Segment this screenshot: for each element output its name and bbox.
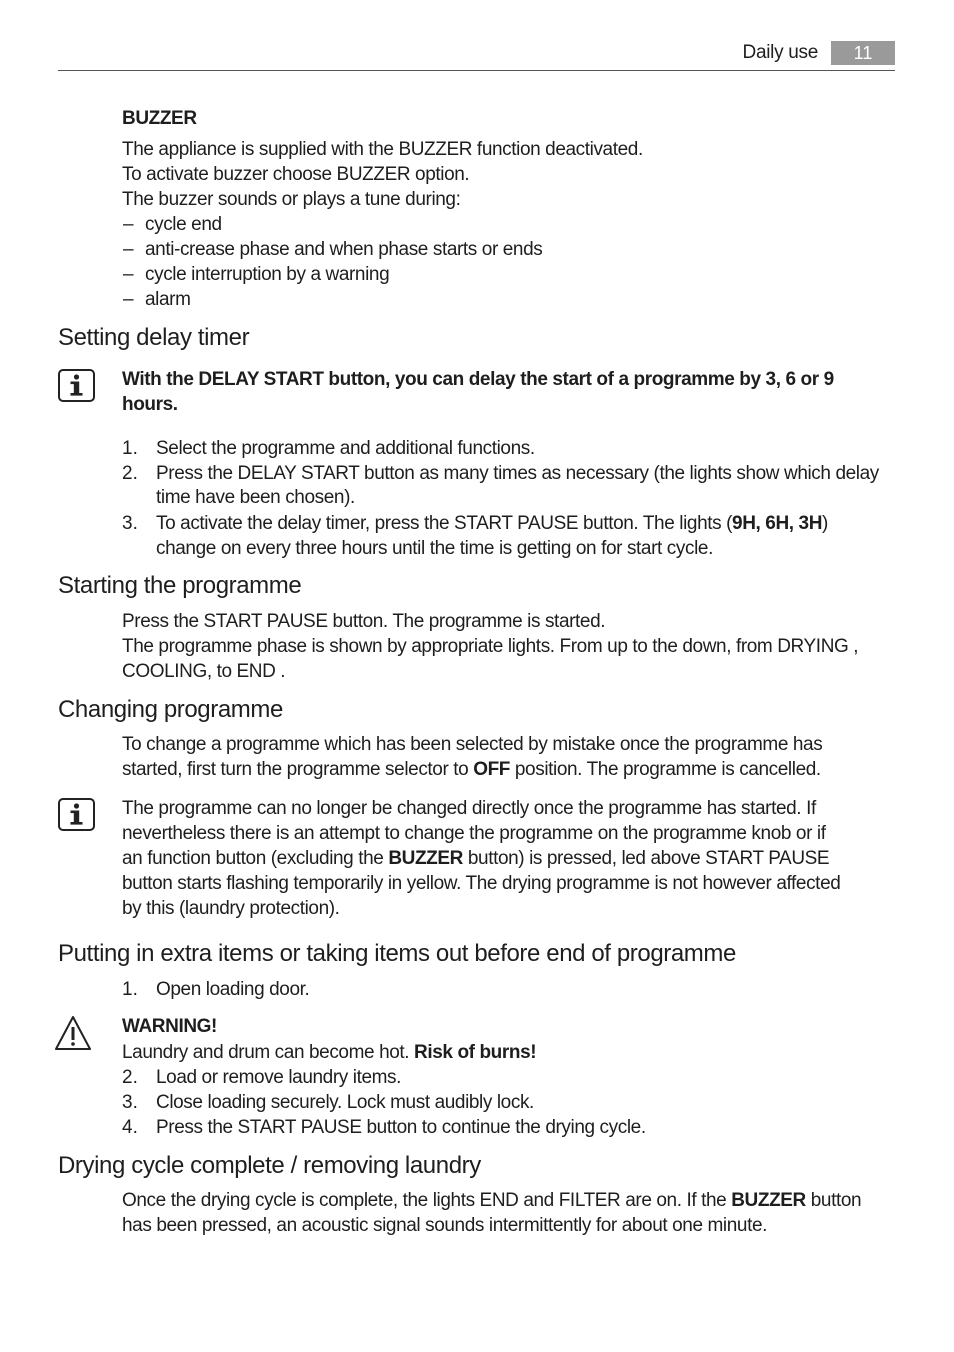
extra-step: Press the START PAUSE button to continue the drying cycle.	[156, 1117, 646, 1138]
buzzer-line: The buzzer sounds or plays a tune during:	[122, 189, 461, 210]
buzzer-list-item: anti-crease phase and when phase starts or ends	[145, 239, 543, 260]
delay-info-line: hours.	[122, 394, 178, 415]
off-label: OFF	[473, 759, 510, 780]
buzzer-list-item: alarm	[145, 289, 191, 310]
delay-step	[156, 511, 828, 536]
complete-text: button	[805, 1190, 862, 1211]
starting-line: The programme phase is shown by appropriate lights. From up to the down, from DRYING ,	[122, 636, 859, 657]
step-number: 4.	[122, 1117, 138, 1138]
buzzer-title: BUZZER	[122, 108, 197, 129]
changing-text: position. The programme is cancelled.	[510, 759, 821, 780]
buzzer-label: BUZZER	[731, 1190, 806, 1211]
buzzer-label: BUZZER	[388, 848, 463, 869]
delay-step-cont: change on every three hours until the time is getting on for start cycle.	[156, 538, 713, 559]
warning-triangle-icon	[53, 1014, 93, 1052]
buzzer-line: To activate buzzer choose BUZZER option.	[122, 164, 470, 185]
changing-line	[122, 757, 821, 782]
page-number: 11	[831, 41, 895, 65]
changing-note-line	[122, 846, 829, 871]
starting-line: Press the START PAUSE button. The programme is started.	[122, 611, 606, 632]
step-text: To activate the delay timer, press the START PAUSE button. The lights (	[156, 513, 733, 534]
complete-line: has been pressed, an acoustic signal sounds intermittently for about one minute.	[122, 1215, 768, 1236]
warning-title: WARNING!	[122, 1016, 217, 1037]
step-number: 1.	[122, 438, 138, 459]
step-number: 1.	[122, 979, 138, 1000]
list-dash: –	[123, 239, 134, 260]
step-number: 3.	[122, 513, 138, 534]
changing-note-line: nevertheless there is an attempt to change the programme on the programme knob or if	[122, 823, 826, 844]
buzzer-list-item: cycle end	[145, 214, 222, 235]
delay-info-line: With the DELAY START button, you can delay the start of a programme by 3, 6 or 9	[122, 369, 834, 390]
list-dash: –	[123, 214, 134, 235]
changing-text: started, first turn the programme selector to	[122, 759, 474, 780]
header-rule	[58, 70, 895, 71]
section-heading-complete: Drying cycle complete / removing laundry	[58, 1152, 481, 1179]
list-dash: –	[123, 289, 134, 310]
changing-note-line: The programme can no longer be changed directly once the programme has started. If	[122, 798, 816, 819]
starting-line: COOLING, to END .	[122, 661, 286, 682]
extra-step: Load or remove laundry items.	[156, 1067, 402, 1088]
extra-step: Close loading securely. Lock must audibly lock.	[156, 1092, 534, 1113]
delay-step-cont: time have been chosen).	[156, 487, 355, 508]
step-text: )	[822, 513, 828, 534]
warning-text	[122, 1040, 536, 1065]
extra-step: Open loading door.	[156, 979, 310, 1000]
complete-text: Once the drying cycle is complete, the lights END and FILTER are on. If the	[122, 1190, 732, 1211]
header-section-title: Daily use	[742, 42, 818, 63]
info-icon	[58, 369, 95, 402]
risk-label: Risk of burns!	[414, 1042, 537, 1063]
step-number: 3.	[122, 1092, 138, 1113]
lights-label: 9H, 6H, 3H	[732, 513, 823, 534]
warning-text-plain: Laundry and drum can become hot.	[122, 1042, 415, 1063]
step-number: 2.	[122, 1067, 138, 1088]
note-text: an function button (excluding the	[122, 848, 389, 869]
delay-step: Select the programme and additional functions.	[156, 438, 535, 459]
step-number: 2.	[122, 463, 138, 484]
section-heading-changing: Changing programme	[58, 696, 283, 723]
section-heading-starting: Starting the programme	[58, 572, 302, 599]
info-icon	[58, 798, 95, 831]
section-heading-extra: Putting in extra items or taking items out before end of programme	[58, 940, 736, 967]
changing-note-line: button starts flashing temporarily in yellow. The drying programme is not however affected	[122, 873, 841, 894]
note-text: button) is pressed, led above START PAUSE	[462, 848, 830, 869]
delay-step: Press the DELAY START button as many times as necessary (the lights show which delay	[156, 463, 879, 484]
list-dash: –	[123, 264, 134, 285]
section-heading-delay: Setting delay timer	[58, 324, 250, 351]
buzzer-list-item: cycle interruption by a warning	[145, 264, 390, 285]
changing-line: To change a programme which has been selected by mistake once the programme has	[122, 734, 823, 755]
complete-line	[122, 1188, 861, 1213]
buzzer-line: The appliance is supplied with the BUZZER function deactivated.	[122, 139, 643, 160]
changing-note-line: by this (laundry protection).	[122, 898, 340, 919]
